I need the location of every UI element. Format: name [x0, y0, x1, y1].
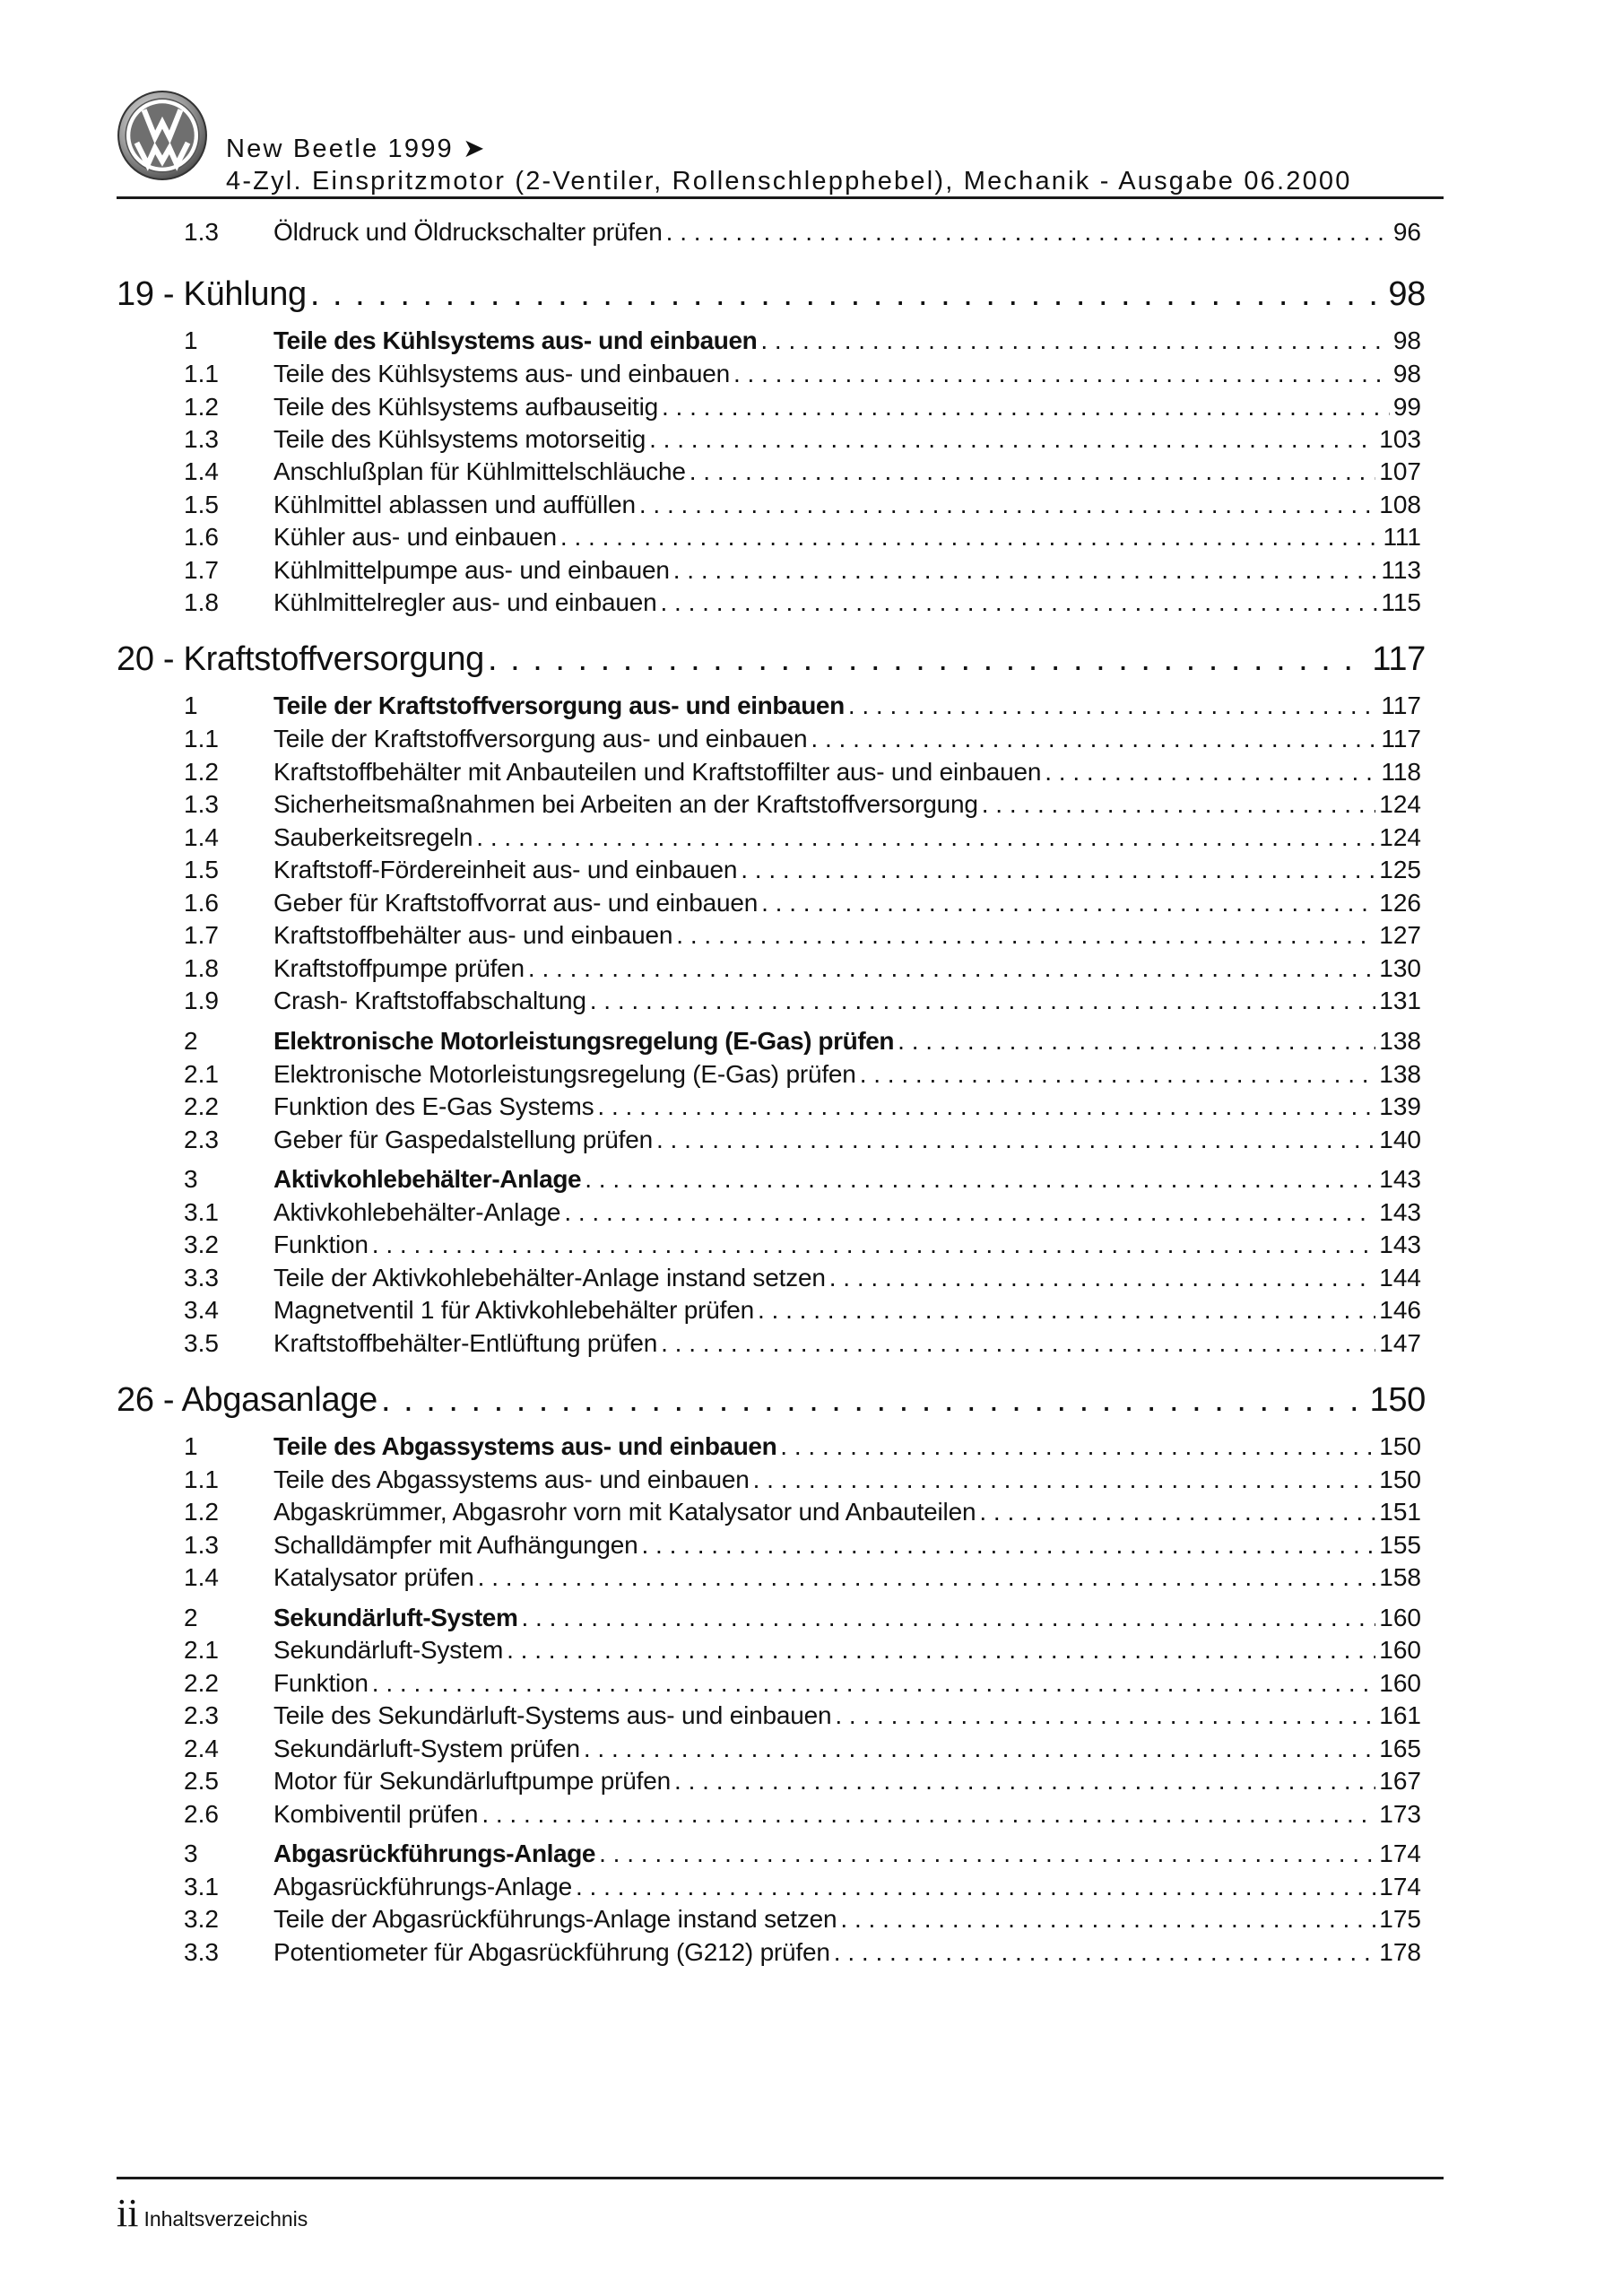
toc-chapter-title: 20 - Kraftstoffversorgung	[117, 640, 485, 678]
toc-entry-title: Geber für Kraftstoffvorrat aus- und einbauen	[273, 889, 759, 917]
toc-entry[interactable]	[184, 987, 1421, 1015]
dot-leader	[758, 1296, 1375, 1325]
toc-page-number: 143	[1379, 1231, 1421, 1258]
toc-page-number: 108	[1379, 491, 1421, 518]
dot-leader	[521, 1604, 1375, 1632]
dot-leader	[741, 856, 1375, 884]
toc-page-number: 98	[1392, 360, 1421, 387]
toc-entry-title: Elektronische Motorleistungsregelung (E-Gas) prüfen	[273, 1027, 895, 1055]
dot-leader	[898, 1027, 1375, 1056]
toc-entry-title: Abgasrückführungs-Anlage	[273, 1873, 572, 1900]
toc-page-number: 138	[1379, 1027, 1421, 1055]
toc-entry[interactable]	[184, 1604, 1421, 1632]
footer-page-number: ii	[117, 2191, 139, 2235]
toc-chapter-title: 19 - Kühlung	[117, 275, 307, 313]
dot-leader	[488, 640, 1368, 679]
toc-entry-title: Teile des Kühlsystems aufbauseitig	[273, 393, 658, 421]
toc-entry-title: Teile der Abgasrückführungs-Anlage instand setzen	[273, 1905, 837, 1933]
toc-entry-number: 1.3	[184, 1531, 219, 1559]
page-footer	[117, 2190, 308, 2236]
toc-entry[interactable]	[184, 393, 1421, 422]
toc-page-number: 173	[1379, 1800, 1421, 1828]
toc-entry-title: Aktivkohlebehälter-Anlage	[273, 1165, 582, 1193]
toc-page-number: 155	[1379, 1531, 1421, 1559]
toc-page-number: 146	[1379, 1296, 1421, 1324]
toc-entry-title: Teile des Kühlsystems aus- und einbauen	[273, 360, 730, 387]
toc-entry[interactable]	[184, 491, 1421, 519]
toc-page-number: 107	[1379, 457, 1421, 485]
toc-page-number: 150	[1369, 1381, 1426, 1419]
dot-leader	[560, 523, 1380, 552]
toc-entry[interactable]	[184, 556, 1421, 585]
toc-entry-title: Sauberkeitsregeln	[273, 823, 473, 851]
dot-leader	[811, 725, 1377, 753]
toc-entry-title: Teile der Kraftstoffversorgung aus- und einbauen	[273, 691, 845, 719]
toc-entry[interactable]	[184, 856, 1421, 884]
toc-entry[interactable]	[184, 691, 1421, 720]
toc-entry-number: 1.6	[184, 889, 219, 917]
dot-leader	[476, 823, 1375, 852]
toc-page-number: 99	[1392, 393, 1421, 421]
toc-page-number: 150	[1379, 1465, 1421, 1493]
dot-leader	[372, 1669, 1375, 1698]
toc-entry[interactable]	[184, 1027, 1421, 1056]
dot-leader	[372, 1231, 1375, 1259]
toc-entry-title: Abgaskrümmer, Abgasrohr vorn mit Katalysator und Anbauteilen	[273, 1498, 976, 1526]
dot-leader	[590, 987, 1376, 1015]
toc-entry[interactable]	[184, 823, 1421, 852]
toc-page-number: 117	[1372, 640, 1426, 678]
dot-leader	[666, 218, 1390, 247]
toc-entry[interactable]	[184, 758, 1421, 787]
toc-entry-title: Teile des Abgassystems aus- und einbauen	[273, 1432, 777, 1460]
toc-page-number: 125	[1379, 856, 1421, 883]
toc-entry-number: 2.3	[184, 1126, 219, 1153]
toc-entry-number: 3.1	[184, 1198, 219, 1226]
toc-chapter-title: 26 - Abgasanlage	[117, 1381, 377, 1419]
toc-entry-title: Teile des Kühlsystems aus- und einbauen	[273, 326, 758, 354]
footer-divider	[117, 2177, 1444, 2179]
toc-entry-title: Kombiventil prüfen	[273, 1800, 479, 1828]
toc-entry-number: 1.1	[184, 1465, 219, 1493]
dot-leader	[674, 1767, 1375, 1796]
toc-entry-title: Abgasrückführungs-Anlage	[273, 1839, 596, 1867]
toc-entry-title: Kraftstoffbehälter aus- und einbauen	[273, 921, 673, 949]
toc-page-number: 150	[1379, 1432, 1421, 1460]
toc-page-number: 103	[1379, 425, 1421, 453]
dot-leader	[673, 556, 1378, 585]
toc-entry-number: 1.5	[184, 491, 219, 518]
toc-entry-title: Teile der Kraftstoffversorgung aus- und einbauen	[273, 725, 808, 752]
toc-entry-number: 1.9	[184, 987, 219, 1014]
toc-entry-title: Teile des Abgassystems aus- und einbauen	[273, 1465, 750, 1493]
header-vehicle-title: New Beetle 1999 ➤	[226, 135, 487, 163]
toc-entry-number: 3.2	[184, 1231, 219, 1258]
toc-entry[interactable]	[184, 1165, 1421, 1194]
toc-page-number: 131	[1379, 987, 1421, 1014]
toc-entry-number: 1.4	[184, 823, 219, 851]
toc-entry-number: 1.7	[184, 556, 219, 584]
toc-entry-number: 1.1	[184, 725, 219, 752]
toc-entry-number: 1.3	[184, 425, 219, 453]
toc-page-number: 167	[1379, 1767, 1421, 1795]
toc-entry-title: Aktivkohlebehälter-Anlage	[273, 1198, 561, 1226]
toc-entry-title: Teile des Kühlsystems motorseitig	[273, 425, 646, 453]
toc-entry-title: Anschlußplan für Kühlmittelschläuche	[273, 457, 686, 485]
toc-entry[interactable]	[184, 457, 1421, 486]
toc-page-number: 160	[1379, 1669, 1421, 1697]
dot-leader	[761, 889, 1375, 918]
toc-entry-title: Kühlmittelpumpe aus- und einbauen	[273, 556, 670, 584]
toc-entry-number: 1.8	[184, 588, 219, 616]
toc-entry-number: 1	[184, 326, 198, 354]
dot-leader	[310, 275, 1384, 314]
dot-leader	[661, 1329, 1375, 1358]
toc-page-number: 165	[1379, 1735, 1421, 1762]
toc-entry-title: Schalldämpfer mit Aufhängungen	[273, 1531, 638, 1559]
toc-entry-number: 3.4	[184, 1296, 219, 1324]
toc-page-number: 147	[1379, 1329, 1421, 1357]
dot-leader	[528, 954, 1375, 983]
toc-entry[interactable]	[184, 425, 1421, 454]
toc-entry-title: Teile der Aktivkohlebehälter-Anlage instand setzen	[273, 1264, 826, 1292]
dot-leader	[662, 393, 1390, 422]
toc-entry[interactable]	[184, 1092, 1421, 1121]
toc-page-number: 130	[1379, 954, 1421, 982]
toc-page-number: 144	[1379, 1264, 1421, 1292]
toc-entry[interactable]	[184, 1701, 1421, 1730]
toc-entry[interactable]	[184, 1264, 1421, 1292]
toc-entry-number: 2.6	[184, 1800, 219, 1828]
toc-entry[interactable]	[184, 790, 1421, 819]
toc-entry[interactable]	[184, 954, 1421, 983]
toc-page-number: 151	[1379, 1498, 1421, 1526]
toc-entry-title: Geber für Gaspedalstellung prüfen	[273, 1126, 653, 1153]
toc-entry-number: 1	[184, 691, 198, 719]
toc-entry-title: Öldruck und Öldruckschalter prüfen	[273, 218, 663, 246]
toc-entry-title: Katalysator prüfen	[273, 1563, 474, 1591]
toc-entry-number: 1.3	[184, 790, 219, 818]
toc-entry-number: 3.2	[184, 1905, 219, 1933]
toc-entry[interactable]	[184, 1563, 1421, 1592]
toc-entry-number: 2.3	[184, 1701, 219, 1729]
toc-entry-title: Kraftstoff-Fördereinheit aus- und einbauen	[273, 856, 738, 883]
toc-entry-title: Magnetventil 1 für Aktivkohlebehälter prüfen	[273, 1296, 754, 1324]
toc-entry-title: Funktion	[273, 1231, 369, 1258]
toc-entry[interactable]	[184, 360, 1421, 388]
dot-leader	[599, 1839, 1375, 1868]
toc-entry-number: 1.5	[184, 856, 219, 883]
toc-entry[interactable]	[184, 1126, 1421, 1154]
toc-entry-number: 2.4	[184, 1735, 219, 1762]
dot-leader	[481, 1800, 1375, 1829]
toc-entry-number: 1.8	[184, 954, 219, 982]
toc-page-number: 115	[1381, 588, 1421, 616]
toc-entry-title: Sekundärluft-System	[273, 1636, 504, 1664]
toc-page-number: 111	[1383, 523, 1421, 551]
toc-entry[interactable]	[184, 1669, 1421, 1698]
dot-leader	[860, 1060, 1376, 1089]
toc-page-number: 96	[1392, 218, 1421, 246]
dot-leader	[642, 1531, 1376, 1560]
toc-entry-number: 1.2	[184, 393, 219, 421]
dot-leader	[639, 491, 1375, 519]
toc-page-number: 127	[1379, 921, 1421, 949]
dot-leader	[835, 1701, 1375, 1730]
toc-entry-title: Kühler aus- und einbauen	[273, 523, 557, 551]
toc-entry-number: 1.1	[184, 360, 219, 387]
toc-entry-title: Kraftstoffbehälter mit Anbauteilen und Kraftstoffilter aus- und einbauen	[273, 758, 1042, 786]
toc-page-number: 160	[1379, 1636, 1421, 1664]
toc-entry[interactable]	[184, 1198, 1421, 1227]
toc-page-number: 174	[1379, 1839, 1421, 1867]
dot-leader	[507, 1636, 1375, 1665]
toc-page-number: 124	[1379, 823, 1421, 851]
toc-entry-title: Sicherheitsmaßnahmen bei Arbeiten an der Kraftstoffversorgung	[273, 790, 978, 818]
toc-entry[interactable]	[184, 1767, 1421, 1796]
dot-leader	[564, 1198, 1375, 1227]
dot-leader	[597, 1092, 1375, 1121]
toc-entry-number: 2.2	[184, 1092, 219, 1120]
dot-leader	[979, 1498, 1375, 1526]
toc-entry-title: Funktion	[273, 1669, 369, 1697]
toc-entry-number: 1.6	[184, 523, 219, 551]
toc-entry-number: 2.1	[184, 1060, 219, 1088]
toc-entry[interactable]	[184, 1800, 1421, 1829]
dot-leader	[760, 326, 1389, 355]
toc-chapter-entry[interactable]	[117, 275, 1426, 314]
toc-entry[interactable]	[184, 523, 1421, 552]
toc-entry[interactable]	[184, 921, 1421, 950]
toc-page-number: 98	[1388, 275, 1426, 313]
toc-entry[interactable]	[184, 1905, 1421, 1934]
toc-page-number: 124	[1379, 790, 1421, 818]
toc-page-number: 160	[1379, 1604, 1421, 1631]
toc-page-number: 113	[1381, 556, 1421, 584]
toc-entry-title: Crash- Kraftstoffabschaltung	[273, 987, 586, 1014]
toc-entry-title: Kühlmittel ablassen und auffüllen	[273, 491, 636, 518]
toc-entry-number: 1	[184, 1432, 198, 1460]
dot-leader	[834, 1938, 1376, 1967]
dot-leader	[690, 457, 1376, 486]
dot-leader	[584, 1735, 1375, 1763]
toc-entry[interactable]	[184, 1938, 1421, 1967]
dot-leader	[478, 1563, 1376, 1592]
toc-entry[interactable]	[184, 1636, 1421, 1665]
dot-leader	[649, 425, 1375, 454]
toc-entry-number: 1.2	[184, 1498, 219, 1526]
dot-leader	[381, 1381, 1366, 1420]
toc-entry-number: 3.5	[184, 1329, 219, 1357]
toc-entry[interactable]	[184, 1873, 1421, 1901]
toc-page-number: 98	[1392, 326, 1421, 354]
toc-entry-number: 3.3	[184, 1264, 219, 1292]
toc-entry-number: 1.2	[184, 758, 219, 786]
toc-entry-title: Potentiometer für Abgasrückführung (G212) prüfen	[273, 1938, 830, 1966]
toc-page-number: 178	[1379, 1938, 1421, 1966]
toc-page-number: 139	[1379, 1092, 1421, 1120]
toc-entry[interactable]	[184, 218, 1421, 247]
toc-entry[interactable]	[184, 1498, 1421, 1526]
footer-label: Inhaltsverzeichnis	[143, 2207, 308, 2231]
toc-entry-title: Funktion des E-Gas Systems	[273, 1092, 594, 1120]
toc-entry-title: Kraftstoffbehälter-Entlüftung prüfen	[273, 1329, 658, 1357]
toc-entry-title: Sekundärluft-System prüfen	[273, 1735, 580, 1762]
toc-entry-number: 2.5	[184, 1767, 219, 1795]
toc-entry-title: Sekundärluft-System	[273, 1604, 518, 1631]
toc-entry-number: 2.2	[184, 1669, 219, 1697]
toc-entry-number: 3.1	[184, 1873, 219, 1900]
toc-entry-number: 2	[184, 1604, 198, 1631]
toc-entry[interactable]	[184, 1531, 1421, 1560]
toc-entry-number: 1.7	[184, 921, 219, 949]
toc-page-number: 126	[1379, 889, 1421, 917]
toc-page-number: 143	[1379, 1198, 1421, 1226]
dot-leader	[660, 588, 1377, 617]
toc-entry-number: 1.4	[184, 457, 219, 485]
toc-page-number: 138	[1379, 1060, 1421, 1088]
toc-entry[interactable]	[184, 1060, 1421, 1089]
toc-page-number: 117	[1381, 725, 1421, 752]
dot-leader	[585, 1165, 1375, 1194]
toc-entry-number: 2	[184, 1027, 198, 1055]
dot-leader	[829, 1264, 1376, 1292]
toc-entry-title: Motor für Sekundärluftpumpe prüfen	[273, 1767, 672, 1795]
toc-entry-number: 3	[184, 1839, 198, 1867]
toc-page-number: 118	[1381, 758, 1421, 786]
toc-entry[interactable]	[184, 1296, 1421, 1325]
dot-leader	[753, 1465, 1376, 1494]
toc-entry[interactable]	[184, 889, 1421, 918]
toc-chapter-entry[interactable]	[117, 640, 1426, 679]
toc-entry-title: Kraftstoffpumpe prüfen	[273, 954, 525, 982]
toc-page-number: 175	[1379, 1905, 1421, 1933]
toc-page-number: 174	[1379, 1873, 1421, 1900]
toc-entry[interactable]	[184, 326, 1421, 355]
dot-leader	[780, 1432, 1375, 1461]
dot-leader	[576, 1873, 1375, 1901]
toc-page-number: 117	[1381, 691, 1421, 719]
toc-entry[interactable]	[184, 588, 1421, 617]
toc-entry[interactable]	[184, 1839, 1421, 1868]
toc-entry-number: 2.1	[184, 1636, 219, 1664]
dot-leader	[848, 691, 1378, 720]
toc-entry[interactable]	[184, 1329, 1421, 1358]
toc-entry[interactable]	[184, 725, 1421, 753]
toc-entry[interactable]	[184, 1735, 1421, 1763]
dot-leader	[676, 921, 1375, 950]
dot-leader	[840, 1905, 1375, 1934]
toc-entry-number: 3	[184, 1165, 198, 1193]
toc-page-number: 161	[1379, 1701, 1421, 1729]
toc-entry-title: Teile des Sekundärluft-Systems aus- und einbauen	[273, 1701, 832, 1729]
toc-page-number: 143	[1379, 1165, 1421, 1193]
dot-leader	[656, 1126, 1375, 1154]
toc-entry[interactable]	[184, 1465, 1421, 1494]
dot-leader	[733, 360, 1390, 388]
toc-entry-title: Kühlmittelregler aus- und einbauen	[273, 588, 657, 616]
toc-entry-number: 3.3	[184, 1938, 219, 1966]
toc-entry[interactable]	[184, 1432, 1421, 1461]
toc-entry-number: 1.3	[184, 218, 219, 246]
toc-page-number: 140	[1379, 1126, 1421, 1153]
dot-leader	[982, 790, 1376, 819]
header-manual-title: 4-Zyl. Einspritzmotor (2-Ventiler, Rollenschlepphebel), Mechanik - Ausgabe 06.2000	[226, 167, 1352, 196]
toc-entry-number: 1.4	[184, 1563, 219, 1591]
toc-entry[interactable]	[184, 1231, 1421, 1259]
toc-entry-title: Elektronische Motorleistungsregelung (E-Gas) prüfen	[273, 1060, 856, 1088]
dot-leader	[1045, 758, 1377, 787]
toc-page-number: 158	[1379, 1563, 1421, 1591]
toc-chapter-entry[interactable]	[117, 1381, 1426, 1420]
